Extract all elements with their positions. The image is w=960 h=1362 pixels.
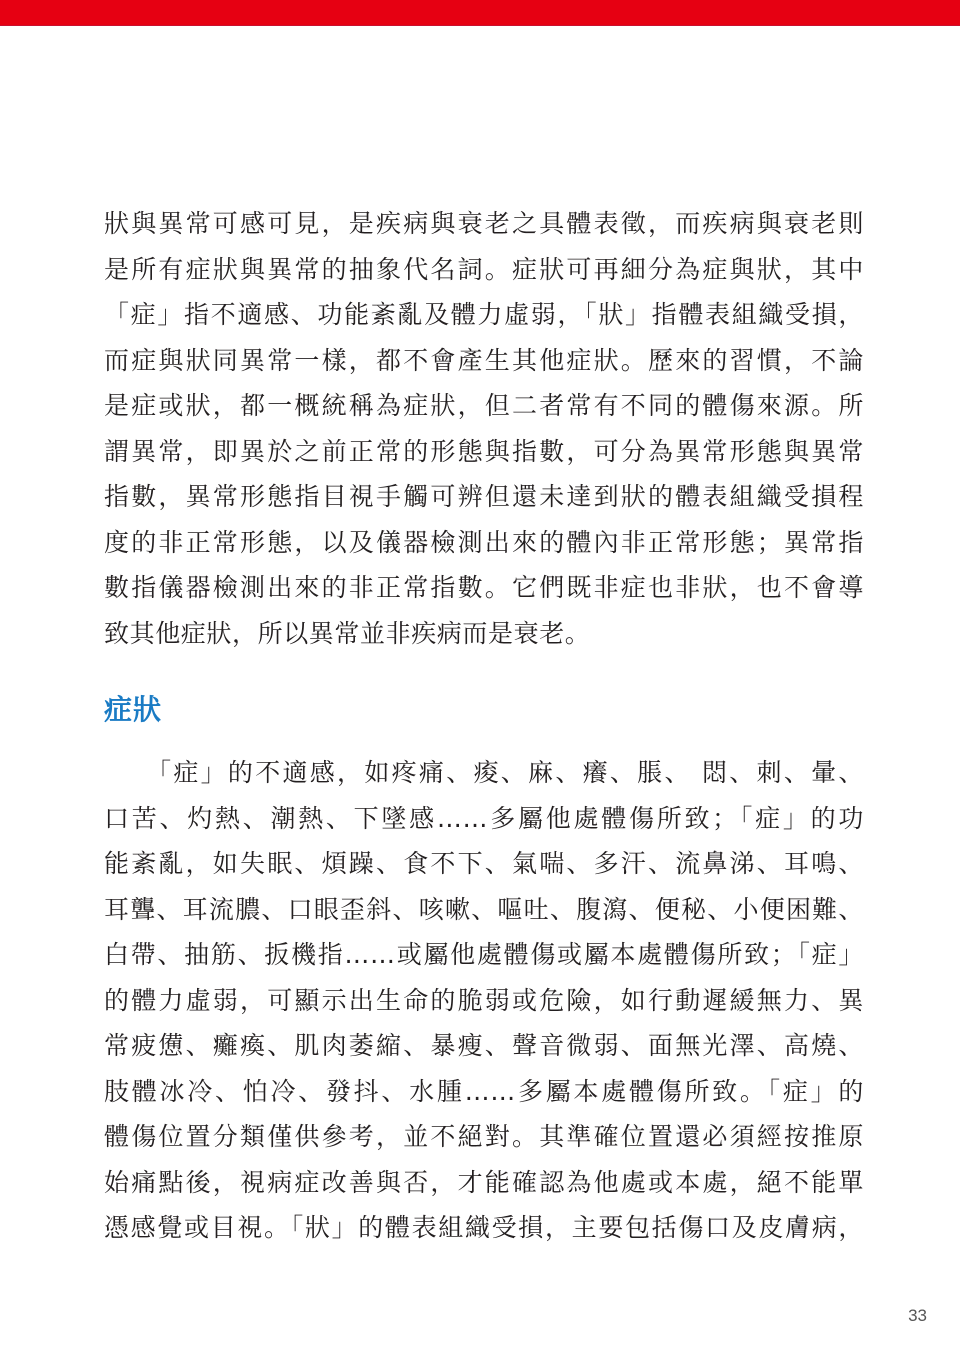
text-line: 謂異常，即異於之前正常的形態與指數，可分為異常形態與異常 [104, 436, 864, 466]
text-line: 常疲憊、癱瘓、肌肉萎縮、暴瘦、聲音微弱、面無光澤、高燒、 [104, 1031, 864, 1060]
paragraph-symptoms [104, 750, 864, 1251]
text-line: 能紊亂，如失眠、煩躁、食不下、氣喘、多汗、流鼻涕、耳鳴、 [104, 849, 864, 878]
paragraph-abnormality-intro [104, 201, 864, 656]
text-line: 始痛點後，視病症改善與否，才能確認為他處或本處，絕不能單 [104, 1167, 864, 1197]
text-line: 口苦、灼熱、潮熱、下墜感……多屬他處體傷所致；「症」的功 [104, 803, 864, 833]
text-line: 是症或狀，都一概統稱為症狀，但二者常有不同的體傷來源。所 [104, 391, 864, 420]
text-line: 「症」指不適感、功能紊亂及體力虛弱，「狀」指體表組織受損， [104, 300, 864, 329]
text-line: 白帶、抽筋、扳機指……或屬他處體傷或屬本處體傷所致；「症」 [104, 940, 864, 969]
text-line: 數指儀器檢測出來的非正常指數。它們既非症也非狀，也不會導 [104, 573, 864, 602]
text-line: 憑感覺或目視。「狀」的體表組織受損，主要包括傷口及皮膚病， [104, 1213, 864, 1242]
page-number: 33 [908, 1306, 927, 1325]
text-line: 的體力虛弱，可顯示出生命的脆弱或危險，如行動遲緩無力、異 [104, 985, 864, 1015]
text-line: 體傷位置分類僅供參考，並不絕對。其準確位置還必須經按推原 [104, 1122, 864, 1151]
text-line: 肢體冰冷、怕冷、發抖、水腫……多屬本處體傷所致。「症」的 [104, 1076, 864, 1106]
text-line: 度的非正常形態，以及儀器檢測出來的體內非正常形態；異常指 [104, 527, 864, 557]
text-line: 「症」的不適感，如疼痛、痠、麻、癢、脹、 悶、刺、暈、 [104, 758, 864, 787]
text-line: 耳聾、耳流膿、口眼歪斜、咳嗽、嘔吐、腹瀉、便秘、小便困難、 [104, 894, 864, 924]
section-heading-symptoms: 症狀 [104, 693, 163, 726]
text-line: 是所有症狀與異常的抽象代名詞。症狀可再細分為症與狀，其中 [104, 254, 864, 284]
text-line: 而症與狀同異常一樣，都不會產生其他症狀。歷來的習慣，不論 [104, 345, 864, 375]
text-line: 致其他症狀，所以異常並非疾病而是衰老。 [104, 618, 591, 648]
text-line: 狀與異常可感可見，是疾病與衰老之具體表徵，而疾病與衰老則 [104, 209, 864, 238]
text-line: 指數，異常形態指目視手觸可辨但還未達到狀的體表組織受損程 [104, 482, 864, 511]
top-red-bar [0, 0, 960, 26]
